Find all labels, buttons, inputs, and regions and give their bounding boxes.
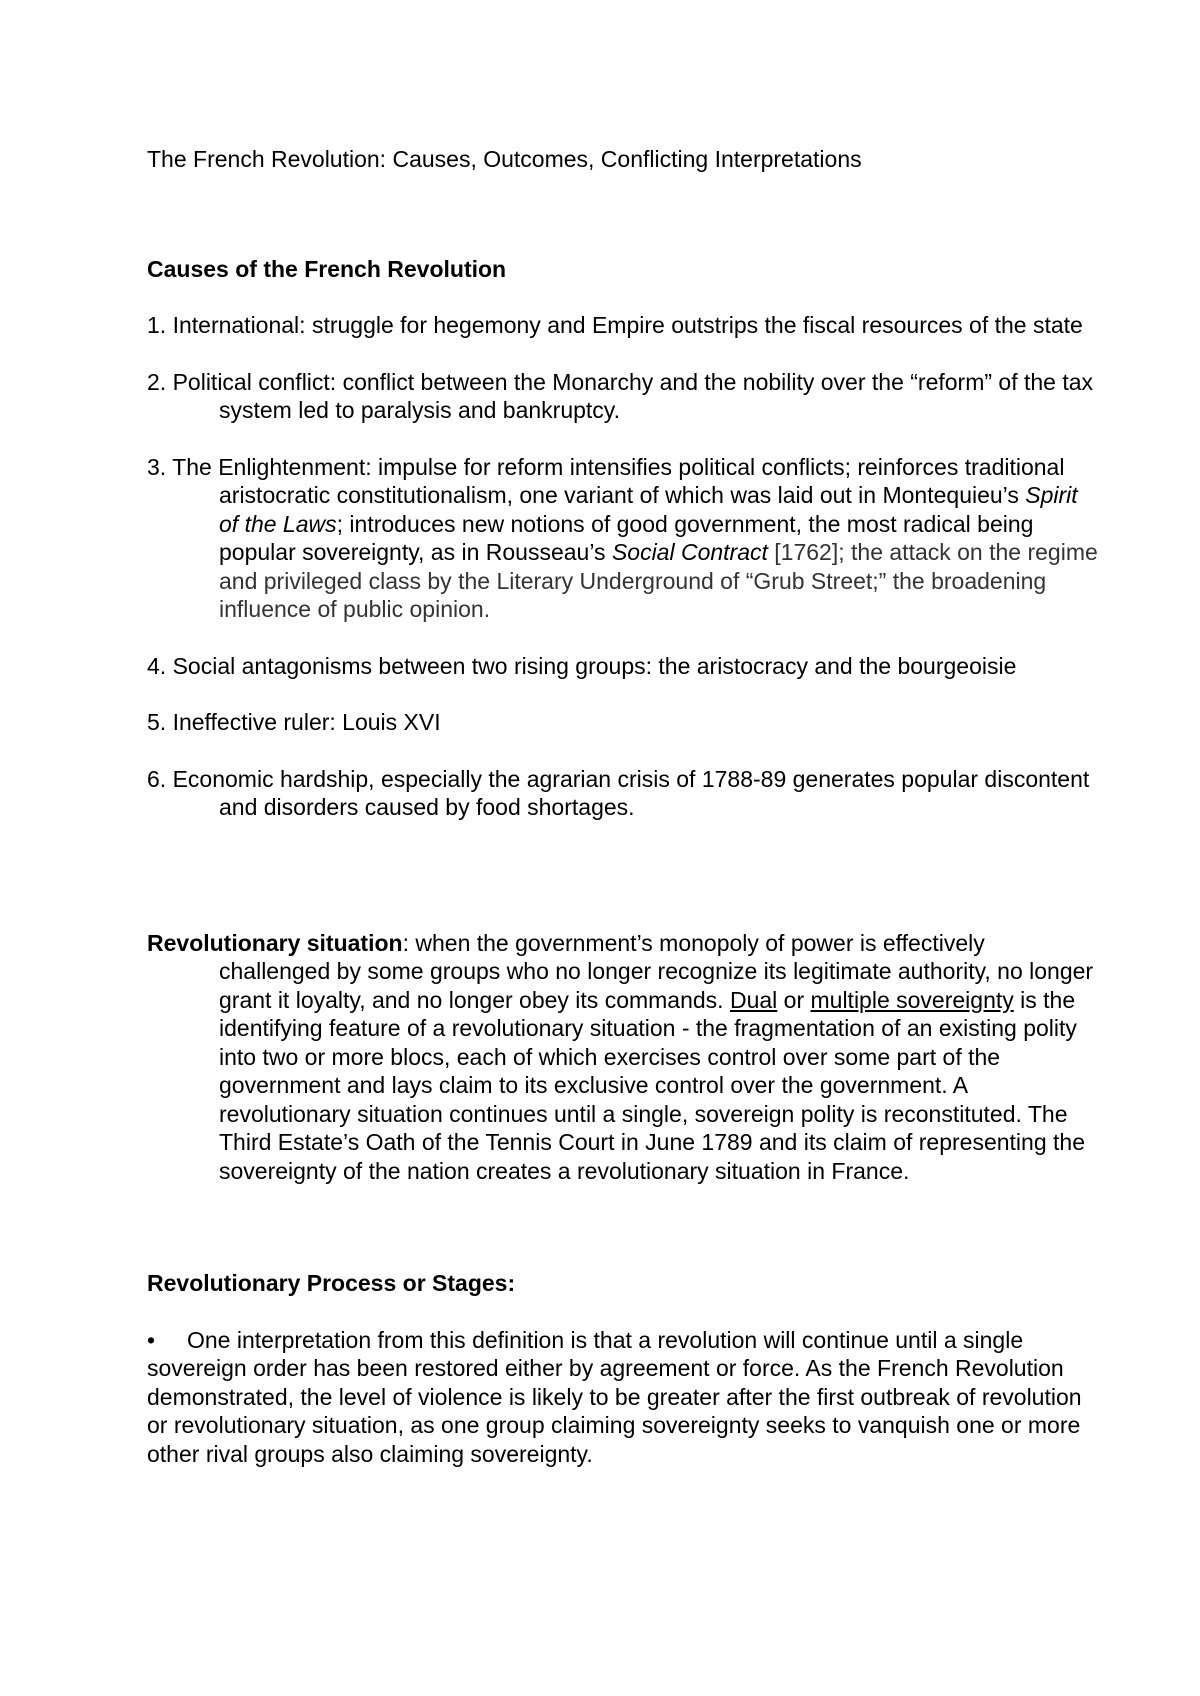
item-number: 1. [147, 312, 167, 338]
list-item [147, 1326, 1100, 1469]
stages-list [147, 1326, 1100, 1469]
item-text: Social antagonisms between two rising groups: the aristocracy and the bourgeoisie [172, 652, 1017, 679]
list-item [147, 765, 1100, 822]
causes-list [147, 311, 1100, 822]
work-title-spirit-of-the-laws: Spirit of the Laws [219, 482, 1078, 537]
item-number: 5. [147, 709, 167, 735]
item-number: 3. [147, 453, 167, 480]
item-text: Political conflict: conflict between the Monarchy and the nobility over the “reform” of the tax system led to paralysis and bankruptcy. [172, 368, 1094, 423]
item-number: 2. [147, 368, 167, 395]
underlined-term-dual: Dual [729, 986, 778, 1013]
list-item [147, 708, 1100, 737]
definition-text: or [777, 986, 811, 1013]
revolutionary-situation-definition [147, 929, 1100, 1186]
stages-heading: Revolutionary Process or Stages: [147, 1270, 516, 1296]
definition-term: Revolutionary situation [147, 929, 403, 956]
item-text: One interpretation from this definition is that a revolution will continue until a single sovereign order has been restored either by agreement or force. As the French Revolution demonstrated, the level of violence is likely to be greater after the first outbreak of revolution or revolutionary situation, as one group claiming sovereignty seeks to vanquish one or more other rival groups also claiming sovereignty. [147, 1326, 1082, 1467]
bullet-icon: • [147, 1326, 156, 1353]
item-text: Economic hardship, especially the agrarian crisis of 1788-89 generates popular discontent and disorders caused by food shortages. [172, 765, 1090, 820]
definition-text: : when the government’s monopoly of power is effectively challenged by some groups who no longer recognize its legitimate authority, no longer grant it loyalty, and no longer obey its commands. [219, 929, 1094, 1013]
item-text: The Enlightenment: impulse for reform intensifies political conflicts; reinforces traditional aristocratic constitutionalism, one variant of which was laid out in Montequieu’s [172, 453, 1065, 508]
item-text: International: struggle for hegemony and Empire outstrips the fiscal resources of the state [172, 312, 1083, 338]
causes-heading: Causes of the French Revolution [147, 255, 507, 282]
item-text: Ineffective ruler: Louis XVI [172, 709, 441, 735]
document-title: The French Revolution: Causes, Outcomes, Conflicting Interpretations [147, 146, 862, 172]
list-item [147, 453, 1100, 624]
list-item [147, 311, 1100, 340]
item-number: 6. [147, 765, 167, 792]
list-item [147, 652, 1100, 681]
item-number: 4. [147, 652, 167, 679]
definition-text: is the identifying feature of a revolutionary situation - the fragmentation of an existing polity into two or more blocs, each of which exercises control over some part of the government and lays claim to its exclusive control over the government. A revolutionary situation continues until a single, sovereign polity is reconstituted. The Third Estate’s Oath of the Tennis Court in June 1789 and its claim of representing the sovereignty of the nation creates a revolutionary situation in France. [219, 986, 1085, 1184]
item-text: [1762]; the attack on the regime and privileged class by the Literary Underground of “Grub Street;” the broadening influence of public opinion. [219, 539, 1098, 622]
underlined-term-multiple-sovereignty: multiple sovereignty [810, 986, 1014, 1013]
item-text: ; introduces new notions of good government, the most radical being popular sovereignty, as in Rousseau’s [219, 510, 1034, 565]
work-title-social-contract: Social Contract [611, 539, 768, 565]
list-item [147, 368, 1100, 425]
